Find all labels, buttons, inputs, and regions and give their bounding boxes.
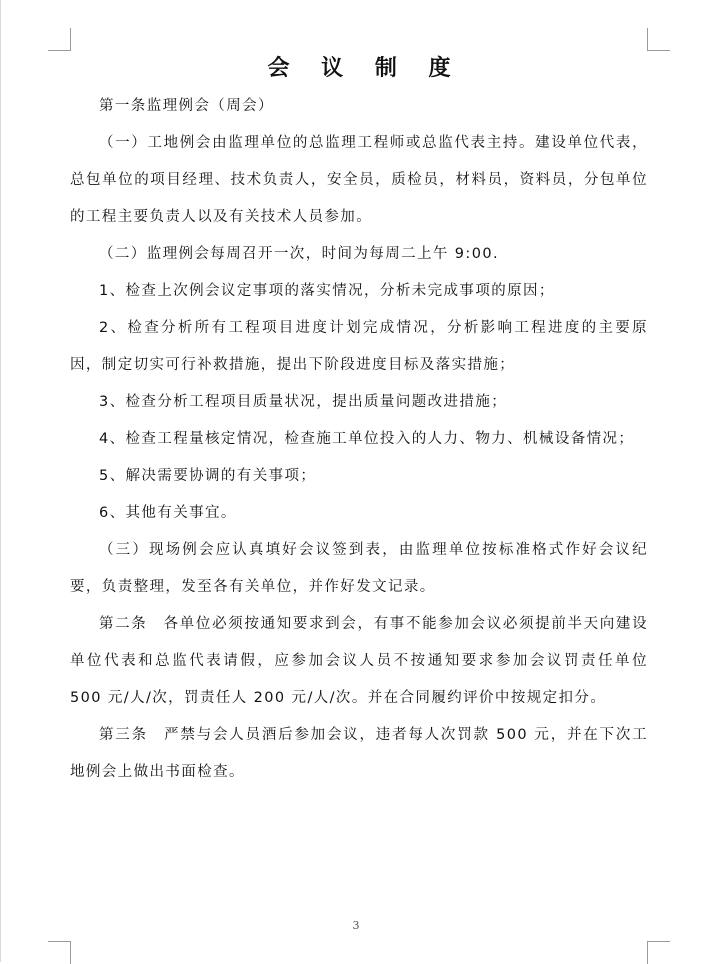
agenda-item-3: 3、检查分析工程项目质量状况，提出质量问题改进措施； (99, 394, 508, 410)
agenda-item-1: 1、检查上次例会议定事项的落实情况，分析未完成事项的原因； (99, 283, 555, 299)
article-3: 第三条 严禁与会人员酒后参加会议，违者每人次罚款 500 元，并在下次工地例会上做出书面检查。 (70, 727, 648, 780)
crop-mark-bottom-right (647, 941, 670, 964)
article-1-clause-1: （一）工地例会由监理单位的总监理工程师或总监代表主持。建设单位代表，总包单位的项目经理、技术负责人，安全员，质检员，材料员，资料员，分包单位的工程主要负责人以及有关技术人员参加。 (70, 135, 648, 225)
crop-mark-bottom-left (48, 941, 71, 964)
article-1-clause-2: （二）监理例会每周召开一次，时间为每周二上午 9:00. (99, 246, 499, 262)
agenda-item-2: 2、检查分析所有工程项目进度计划完成情况，分析影响工程进度的主要原因，制定切实可行补救措施，提出下阶段进度目标及落实措施； (70, 320, 648, 373)
document-title: 会 议 制 度 (267, 56, 463, 81)
page-edge (0, 0, 1, 962)
article-1-heading: 第一条监理例会（周会） (99, 98, 274, 114)
crop-mark-top-left (48, 28, 71, 51)
article-2: 第二条 各单位必须按通知要求到会，有事不能参加会议必须提前半天向建设单位代表和总监代表请假，应参加会议人员不按通知要求参加会议罚责任单位 500 元/人/次，罚责任人 200 元/人/次。并在合同履约评价中按规定扣分。 (70, 616, 648, 706)
agenda-item-5: 5、解决需要协调的有关事项； (99, 468, 317, 484)
page-number: 3 (352, 919, 360, 932)
document-body (70, 52, 648, 791)
crop-mark-top-right (647, 28, 670, 51)
article-1-clause-3: （三）现场例会应认真填好会议签到表，由监理单位按标准格式作好会议纪要，负责整理，发至各有关单位，并作好发文记录。 (70, 542, 648, 595)
agenda-item-6: 6、其他有关事宜。 (99, 505, 237, 521)
agenda-item-4: 4、检查工程量核定情况，检查施工单位投入的人力、物力、机械设备情况； (99, 431, 635, 447)
